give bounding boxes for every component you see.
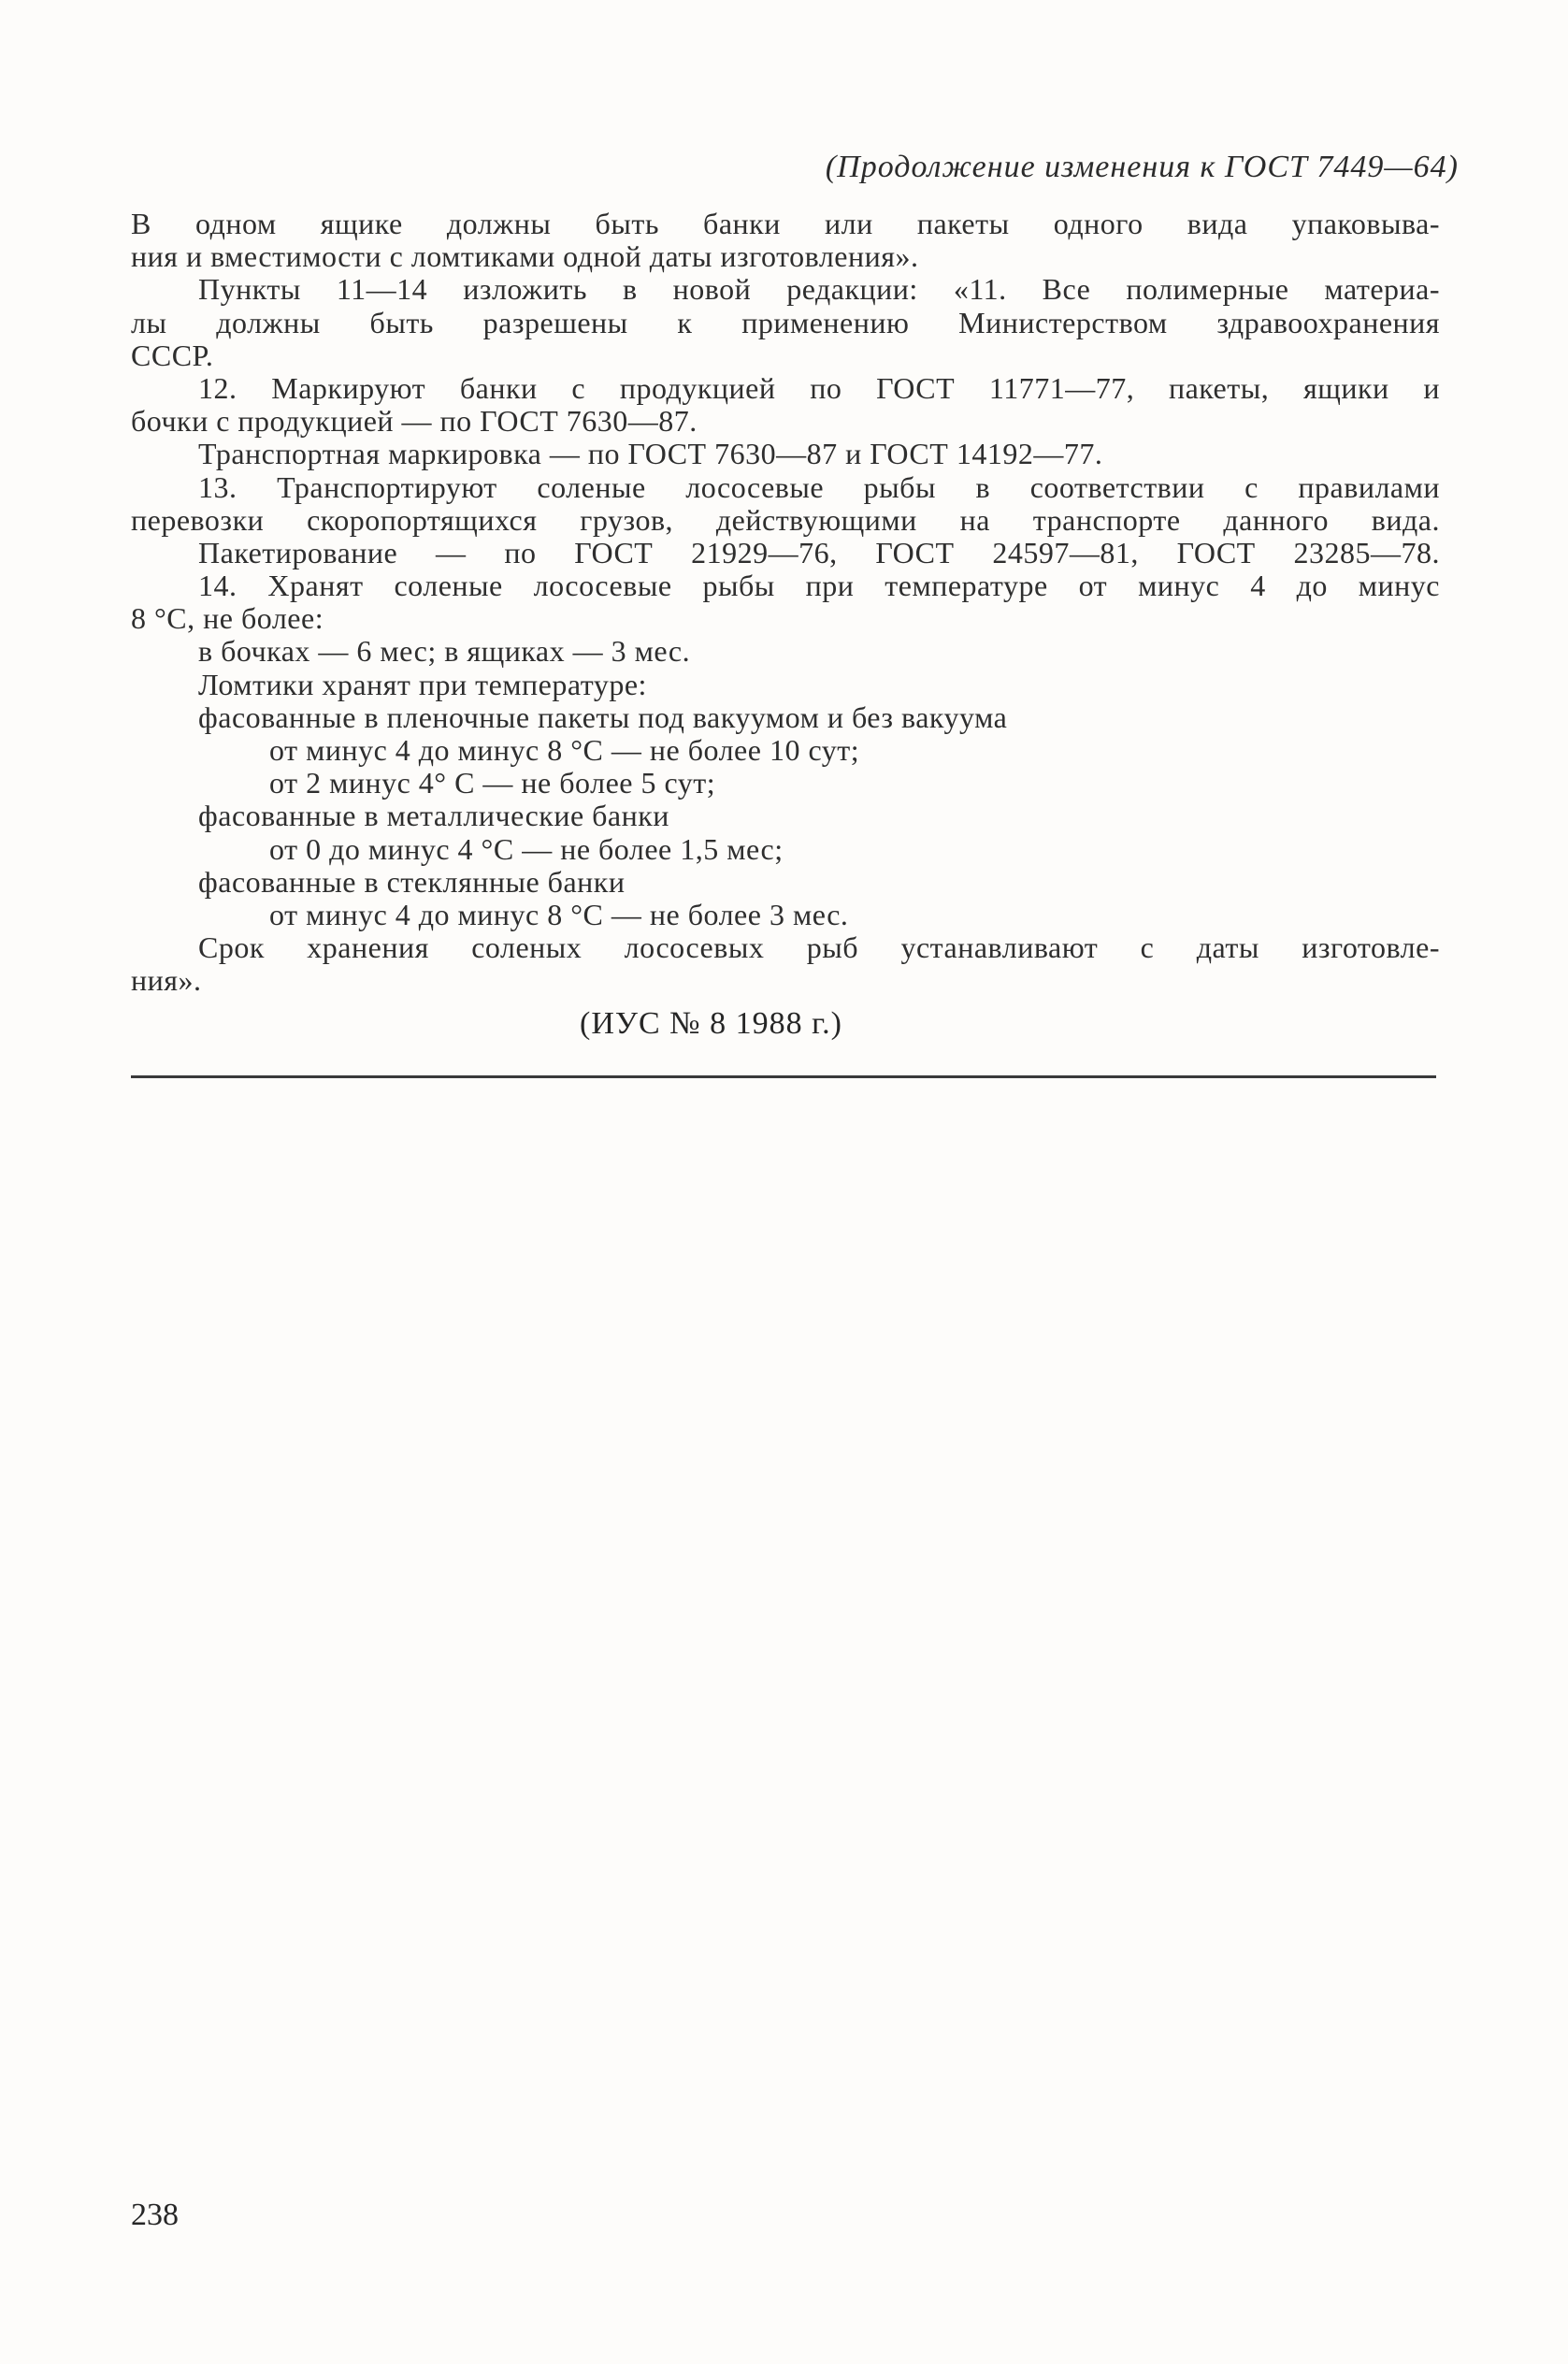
text-line: от минус 4 до минус 8 °С — не более 3 мес. bbox=[269, 897, 849, 931]
text-line: Ломтики хранят при температуре: bbox=[198, 667, 647, 701]
text-line: бочки с продукцией — по ГОСТ 7630—87. bbox=[131, 404, 698, 439]
horizontal-rule bbox=[131, 1075, 1436, 1078]
text-line: Пакетирование — по ГОСТ 21929—76, ГОСТ 24597—81, ГОСТ 23285—78. bbox=[198, 535, 1440, 569]
text-line: фасованные в стеклянные банки bbox=[198, 864, 626, 899]
text-line: Транспортная маркировка — по ГОСТ 7630—87 и ГОСТ 14192—77. bbox=[198, 437, 1103, 471]
source-reference: (ИУС № 8 1988 г.) bbox=[580, 1006, 842, 1041]
text-line: СССР. bbox=[131, 338, 214, 372]
body-text bbox=[131, 208, 1440, 998]
text-line: 14. Хранят соленые лососевые рыбы при температуре от минус 4 до минус bbox=[198, 569, 1440, 603]
text-line: от 2 минус 4° С — не более 5 сут; bbox=[269, 766, 716, 800]
text-line: 12. Маркируют банки с продукцией по ГОСТ 11771—77, пакеты, ящики и bbox=[198, 370, 1440, 405]
page-number: 238 bbox=[131, 2198, 179, 2232]
text-line: перевозки скоропортящихся грузов, действующими на транспорте данного вида. bbox=[131, 502, 1440, 537]
text-line: ния и вместимости с ломтиками одной даты изготовления». bbox=[131, 239, 919, 274]
text-line: ния». bbox=[131, 963, 202, 998]
text-line: Срок хранения соленых лососевых рыб устанавливают с даты изготовле- bbox=[198, 930, 1440, 965]
text-line: В одном ящике должны быть банки или пакеты одного вида упаковыва- bbox=[131, 207, 1440, 240]
text-line: 8 °С, не более: bbox=[131, 601, 324, 636]
text-line: Пункты 11—14 изложить в новой редакции: «11. Все полимерные материа- bbox=[198, 272, 1440, 307]
continuation-header: (Продолжение изменения к ГОСТ 7449—64) bbox=[825, 150, 1459, 184]
text-line: от минус 4 до минус 8 °С — не более 10 сут; bbox=[269, 733, 860, 767]
text-line: 13. Транспортируют соленые лососевые рыбы в соответствии с правилами bbox=[198, 469, 1440, 504]
text-line: лы должны быть разрешены к применению Министерством здравоохранения bbox=[131, 305, 1440, 339]
text-line: от 0 до минус 4 °С — не более 1,5 мес; bbox=[269, 831, 784, 866]
text-line: фасованные в металлические банки bbox=[198, 799, 669, 833]
text-line: фасованные в пленочные пакеты под вакуумом и без вакуума bbox=[198, 699, 1008, 734]
text-line: в бочках — 6 мес; в ящиках — 3 мес. bbox=[198, 634, 691, 669]
